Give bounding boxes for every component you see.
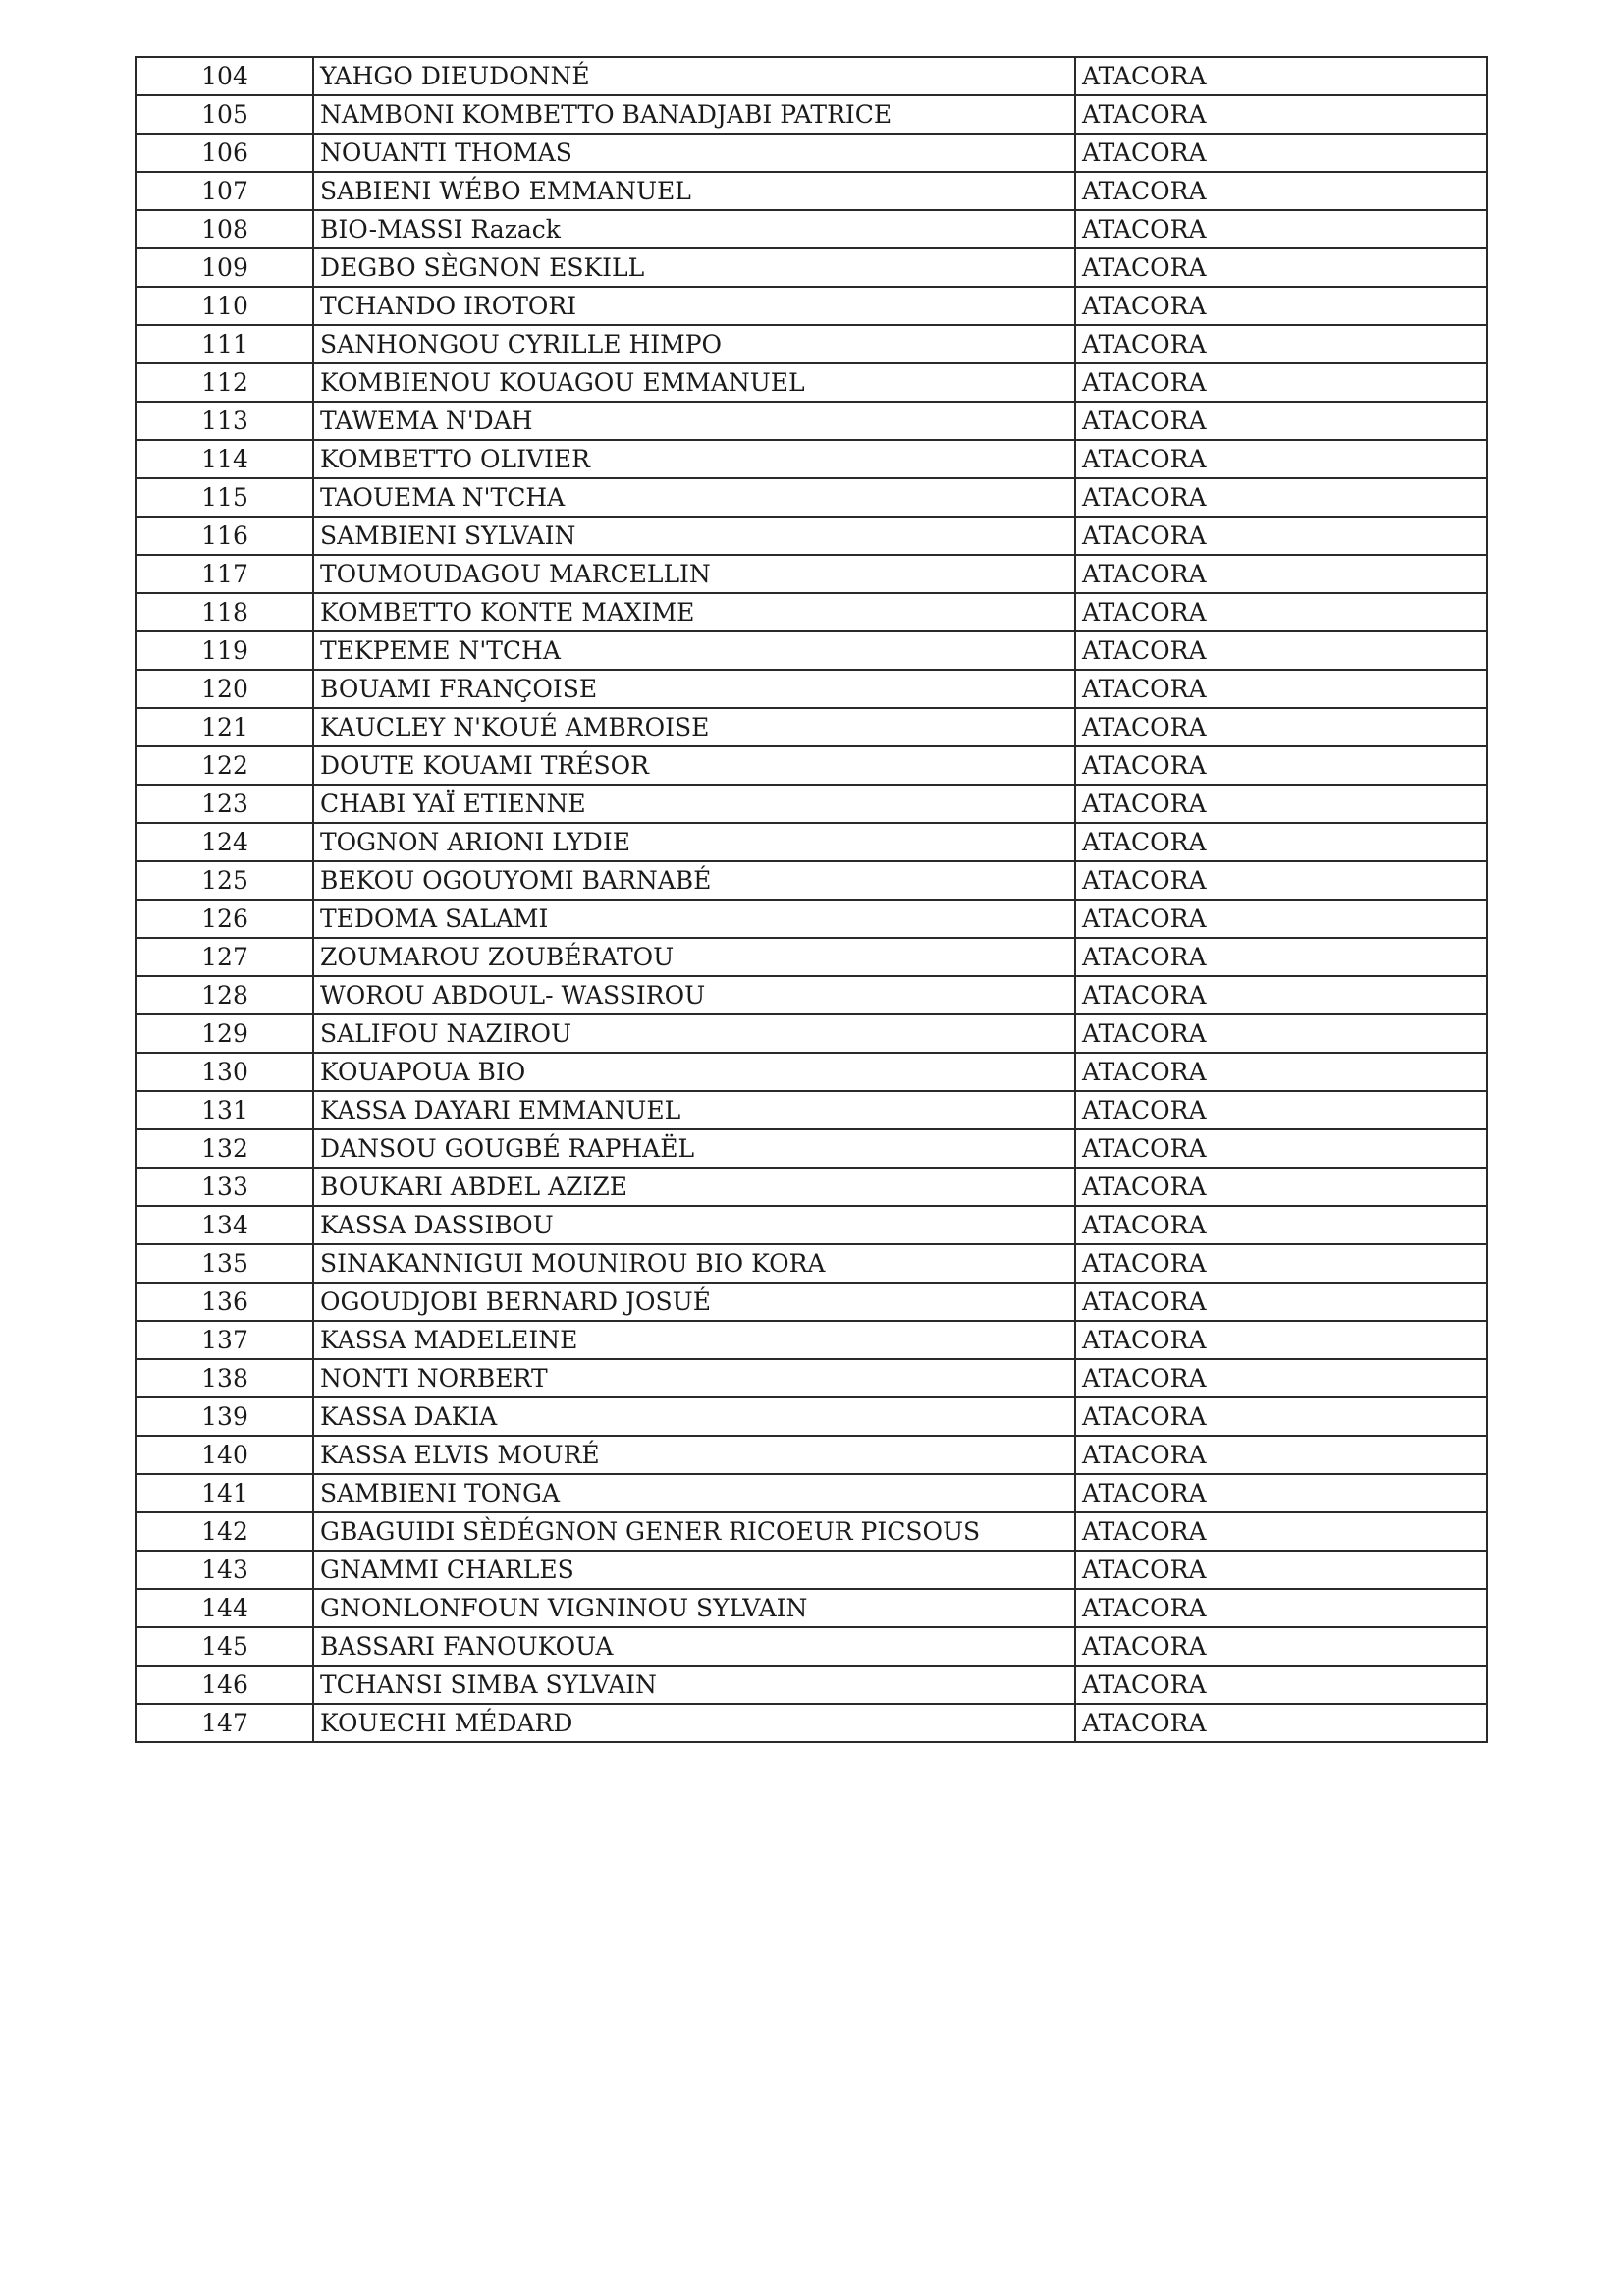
department-name: ATACORA	[1075, 1436, 1487, 1474]
department-name: ATACORA	[1075, 593, 1487, 631]
row-number: 140	[136, 1436, 313, 1474]
person-name: KOMBIENOU KOUAGOU EMMANUEL	[313, 363, 1075, 402]
table-row	[136, 1474, 1487, 1512]
table-row	[136, 631, 1487, 670]
row-number: 115	[136, 478, 313, 517]
person-name: GNONLONFOUN VIGNINOU SYLVAIN	[313, 1589, 1075, 1627]
row-number: 137	[136, 1321, 313, 1359]
department-name: ATACORA	[1075, 1359, 1487, 1397]
row-number: 124	[136, 823, 313, 861]
row-number: 109	[136, 248, 313, 287]
table-row	[136, 210, 1487, 248]
person-name: BASSARI FANOUKOUA	[313, 1627, 1075, 1666]
row-number: 121	[136, 708, 313, 746]
row-number: 141	[136, 1474, 313, 1512]
row-number: 118	[136, 593, 313, 631]
department-name: ATACORA	[1075, 900, 1487, 938]
department-name: ATACORA	[1075, 287, 1487, 325]
row-number: 129	[136, 1014, 313, 1053]
person-name: NOUANTI THOMAS	[313, 134, 1075, 172]
table-row	[136, 57, 1487, 95]
department-name: ATACORA	[1075, 1551, 1487, 1589]
person-name: KASSA ELVIS MOURÉ	[313, 1436, 1075, 1474]
table-row	[136, 1244, 1487, 1283]
row-number: 119	[136, 631, 313, 670]
row-number: 134	[136, 1206, 313, 1244]
person-name: TCHANDO IROTORI	[313, 287, 1075, 325]
table-row	[136, 1397, 1487, 1436]
row-number: 110	[136, 287, 313, 325]
row-number: 130	[136, 1053, 313, 1091]
table-row	[136, 1589, 1487, 1627]
department-name: ATACORA	[1075, 555, 1487, 593]
department-name: ATACORA	[1075, 861, 1487, 900]
row-number: 145	[136, 1627, 313, 1666]
table-row	[136, 325, 1487, 363]
table-row	[136, 478, 1487, 517]
person-name: BIO-MASSI Razack	[313, 210, 1075, 248]
department-name: ATACORA	[1075, 1129, 1487, 1168]
table-row	[136, 172, 1487, 210]
table-row	[136, 1704, 1487, 1742]
row-number: 138	[136, 1359, 313, 1397]
department-name: ATACORA	[1075, 1512, 1487, 1551]
table-row	[136, 670, 1487, 708]
table-row	[136, 900, 1487, 938]
person-name: TOUMOUDAGOU MARCELLIN	[313, 555, 1075, 593]
department-name: ATACORA	[1075, 1091, 1487, 1129]
department-name: ATACORA	[1075, 172, 1487, 210]
department-name: ATACORA	[1075, 1244, 1487, 1283]
table-row	[136, 1436, 1487, 1474]
table-body	[136, 57, 1487, 1742]
department-name: ATACORA	[1075, 210, 1487, 248]
table-row	[136, 1091, 1487, 1129]
row-number: 133	[136, 1168, 313, 1206]
person-name: TOGNON ARIONI LYDIE	[313, 823, 1075, 861]
person-name: ZOUMAROU ZOUBÉRATOU	[313, 938, 1075, 976]
table-row	[136, 708, 1487, 746]
row-number: 143	[136, 1551, 313, 1589]
person-name: KAUCLEY N'KOUÉ AMBROISE	[313, 708, 1075, 746]
department-name: ATACORA	[1075, 517, 1487, 555]
person-name: DOUTE KOUAMI TRÉSOR	[313, 746, 1075, 785]
department-name: ATACORA	[1075, 1321, 1487, 1359]
department-name: ATACORA	[1075, 1397, 1487, 1436]
table-row	[136, 976, 1487, 1014]
person-name: BOUAMI FRANÇOISE	[313, 670, 1075, 708]
person-name: GNAMMI CHARLES	[313, 1551, 1075, 1589]
person-name: KOUECHI MÉDARD	[313, 1704, 1075, 1742]
table-row	[136, 1666, 1487, 1704]
row-number: 139	[136, 1397, 313, 1436]
department-name: ATACORA	[1075, 785, 1487, 823]
table-row	[136, 861, 1487, 900]
department-name: ATACORA	[1075, 1206, 1487, 1244]
row-number: 114	[136, 440, 313, 478]
department-name: ATACORA	[1075, 363, 1487, 402]
person-name: YAHGO DIEUDONNÉ	[313, 57, 1075, 95]
row-number: 131	[136, 1091, 313, 1129]
row-number: 146	[136, 1666, 313, 1704]
department-name: ATACORA	[1075, 1474, 1487, 1512]
row-number: 132	[136, 1129, 313, 1168]
department-name: ATACORA	[1075, 1627, 1487, 1666]
department-name: ATACORA	[1075, 402, 1487, 440]
person-name: GBAGUIDI SÈDÉGNON GENER RICOEUR PICSOUS	[313, 1512, 1075, 1551]
table-row	[136, 785, 1487, 823]
department-name: ATACORA	[1075, 95, 1487, 134]
table-row	[136, 440, 1487, 478]
row-number: 120	[136, 670, 313, 708]
table-row	[136, 134, 1487, 172]
row-number: 126	[136, 900, 313, 938]
table-row	[136, 746, 1487, 785]
department-name: ATACORA	[1075, 746, 1487, 785]
department-name: ATACORA	[1075, 1283, 1487, 1321]
department-name: ATACORA	[1075, 1704, 1487, 1742]
table-row	[136, 1627, 1487, 1666]
table-row	[136, 1359, 1487, 1397]
department-name: ATACORA	[1075, 938, 1487, 976]
row-number: 117	[136, 555, 313, 593]
table-row	[136, 555, 1487, 593]
table-row	[136, 1206, 1487, 1244]
row-number: 106	[136, 134, 313, 172]
person-name: TCHANSI SIMBA SYLVAIN	[313, 1666, 1075, 1704]
department-name: ATACORA	[1075, 708, 1487, 746]
person-name: SABIENI WÉBO EMMANUEL	[313, 172, 1075, 210]
names-table	[135, 56, 1488, 1743]
row-number: 122	[136, 746, 313, 785]
table-row	[136, 1168, 1487, 1206]
department-name: ATACORA	[1075, 1589, 1487, 1627]
department-name: ATACORA	[1075, 631, 1487, 670]
department-name: ATACORA	[1075, 134, 1487, 172]
person-name: DANSOU GOUGBÉ RAPHAËL	[313, 1129, 1075, 1168]
department-name: ATACORA	[1075, 823, 1487, 861]
row-number: 135	[136, 1244, 313, 1283]
table-row	[136, 938, 1487, 976]
table-row	[136, 1014, 1487, 1053]
department-name: ATACORA	[1075, 1053, 1487, 1091]
row-number: 116	[136, 517, 313, 555]
table-row	[136, 1053, 1487, 1091]
person-name: TAWEMA N'DAH	[313, 402, 1075, 440]
person-name: BOUKARI ABDEL AZIZE	[313, 1168, 1075, 1206]
person-name: KASSA DASSIBOU	[313, 1206, 1075, 1244]
table-row	[136, 248, 1487, 287]
person-name: KASSA DAYARI EMMANUEL	[313, 1091, 1075, 1129]
row-number: 108	[136, 210, 313, 248]
table-row	[136, 593, 1487, 631]
row-number: 136	[136, 1283, 313, 1321]
table-row	[136, 1129, 1487, 1168]
department-name: ATACORA	[1075, 670, 1487, 708]
table-row	[136, 823, 1487, 861]
department-name: ATACORA	[1075, 1014, 1487, 1053]
row-number: 113	[136, 402, 313, 440]
department-name: ATACORA	[1075, 440, 1487, 478]
row-number: 111	[136, 325, 313, 363]
person-name: KASSA DAKIA	[313, 1397, 1075, 1436]
person-name: KASSA MADELEINE	[313, 1321, 1075, 1359]
person-name: SINAKANNIGUI MOUNIROU BIO KORA	[313, 1244, 1075, 1283]
table-row	[136, 287, 1487, 325]
table-row	[136, 1283, 1487, 1321]
person-name: SANHONGOU CYRILLE HIMPO	[313, 325, 1075, 363]
department-name: ATACORA	[1075, 1168, 1487, 1206]
table-row	[136, 517, 1487, 555]
table-row	[136, 363, 1487, 402]
row-number: 104	[136, 57, 313, 95]
table-row	[136, 402, 1487, 440]
row-number: 107	[136, 172, 313, 210]
person-name: KOUAPOUA BIO	[313, 1053, 1075, 1091]
row-number: 128	[136, 976, 313, 1014]
person-name: TEDOMA SALAMI	[313, 900, 1075, 938]
person-name: KOMBETTO KONTE MAXIME	[313, 593, 1075, 631]
person-name: SALIFOU NAZIROU	[313, 1014, 1075, 1053]
person-name: TEKPEME N'TCHA	[313, 631, 1075, 670]
row-number: 112	[136, 363, 313, 402]
row-number: 147	[136, 1704, 313, 1742]
row-number: 105	[136, 95, 313, 134]
table-row	[136, 1321, 1487, 1359]
person-name: BEKOU OGOUYOMI BARNABÉ	[313, 861, 1075, 900]
row-number: 125	[136, 861, 313, 900]
row-number: 127	[136, 938, 313, 976]
row-number: 123	[136, 785, 313, 823]
person-name: OGOUDJOBI BERNARD JOSUÉ	[313, 1283, 1075, 1321]
person-name: SAMBIENI SYLVAIN	[313, 517, 1075, 555]
department-name: ATACORA	[1075, 248, 1487, 287]
person-name: NAMBONI KOMBETTO BANADJABI PATRICE	[313, 95, 1075, 134]
department-name: ATACORA	[1075, 325, 1487, 363]
person-name: WOROU ABDOUL- WASSIROU	[313, 976, 1075, 1014]
table-row	[136, 1551, 1487, 1589]
table-row	[136, 1512, 1487, 1551]
table-row	[136, 95, 1487, 134]
person-name: TAOUEMA N'TCHA	[313, 478, 1075, 517]
person-name: KOMBETTO OLIVIER	[313, 440, 1075, 478]
person-name: SAMBIENI TONGA	[313, 1474, 1075, 1512]
person-name: DEGBO SÈGNON ESKILL	[313, 248, 1075, 287]
row-number: 142	[136, 1512, 313, 1551]
department-name: ATACORA	[1075, 976, 1487, 1014]
department-name: ATACORA	[1075, 1666, 1487, 1704]
row-number: 144	[136, 1589, 313, 1627]
person-name: CHABI YAÏ ETIENNE	[313, 785, 1075, 823]
person-name: NONTI NORBERT	[313, 1359, 1075, 1397]
department-name: ATACORA	[1075, 478, 1487, 517]
department-name: ATACORA	[1075, 57, 1487, 95]
